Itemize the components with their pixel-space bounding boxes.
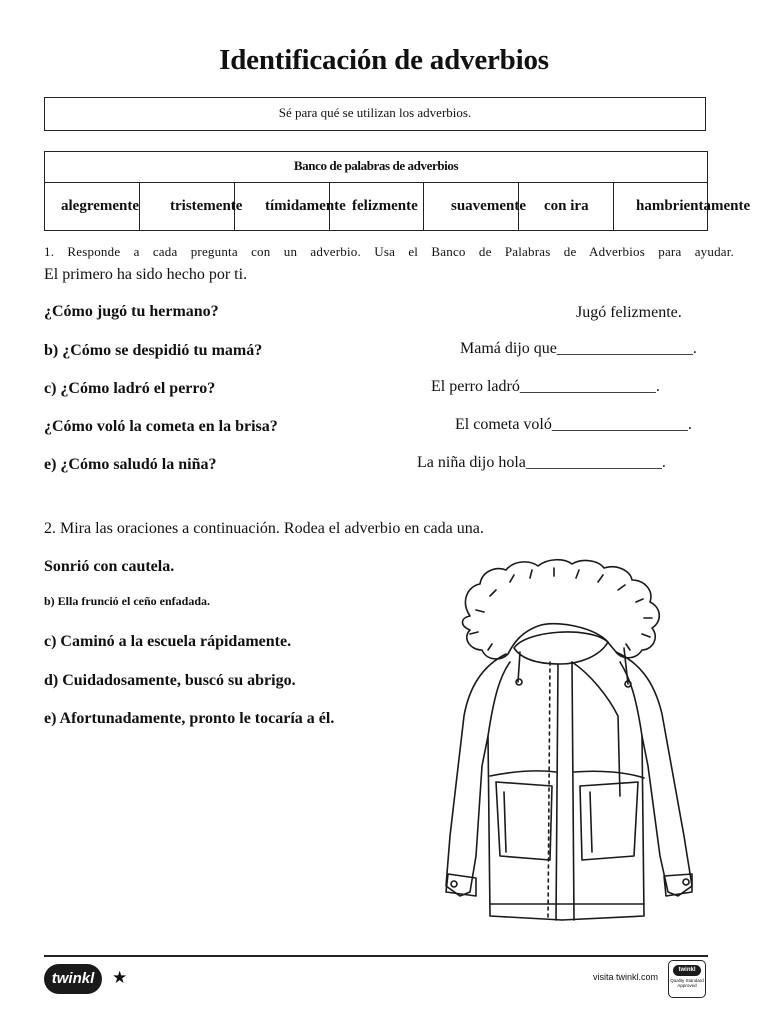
answer-line: La niña dijo hola_________________. xyxy=(417,454,666,471)
section1-instruction-continued: El primero ha sido hecho por ti. xyxy=(44,266,248,283)
word-bank-word: tristemente xyxy=(170,198,243,214)
word-bank-title: Banco de palabras de adverbios xyxy=(45,152,707,183)
twinkl-logo: twinkl xyxy=(44,964,102,994)
word-bank-word: felizmente xyxy=(352,198,418,214)
coat-illustration xyxy=(430,556,720,928)
section1-instruction: 1. Responde a cada pregunta con un adverbio. Usa el Banco de Palabras de Adverbios para ayudar. xyxy=(44,244,734,259)
sentence: d) Cuidadosamente, buscó su abrigo. xyxy=(44,672,296,689)
question: ¿Cómo jugó tu hermano? xyxy=(44,303,219,320)
answer-line: El cometa voló_________________. xyxy=(455,416,692,433)
question: c) ¿Cómo ladró el perro? xyxy=(44,380,216,397)
footer-divider xyxy=(44,955,708,957)
page-title: Identificación de adverbios xyxy=(219,44,549,76)
sentence: e) Afortunadamente, pronto le tocaría a él. xyxy=(44,710,335,727)
badge-text: Quality Standard Approved xyxy=(670,978,704,988)
sentence: c) Caminó a la escuela rápidamente. xyxy=(44,633,292,650)
question: ¿Cómo voló la cometa en la brisa? xyxy=(44,418,278,435)
sentence: b) Ella frunció el ceño enfadada. xyxy=(44,594,211,608)
sentence: Sonrió con cautela. xyxy=(44,558,175,575)
section2-instruction: 2. Mira las oraciones a continuación. Rodea el adverbio en cada una. xyxy=(44,520,484,537)
word-bank-word: con ira xyxy=(544,198,589,214)
question: b) ¿Cómo se despidió tu mamá? xyxy=(44,342,263,359)
word-bank-word: tímidamente xyxy=(265,198,346,214)
answer-line: Mamá dijo que_________________. xyxy=(460,340,697,357)
star-icon: ★ xyxy=(112,968,128,988)
question: e) ¿Cómo saludó la niña? xyxy=(44,456,217,473)
visit-link-text: visita twinkl.com xyxy=(593,972,659,982)
answer-line: El perro ladró_________________. xyxy=(431,378,660,395)
word-bank-word: alegremente xyxy=(61,198,140,214)
learning-objective: Sé para qué se utilizan los adverbios. xyxy=(44,97,706,131)
word-bank-word: hambrientamente xyxy=(636,198,751,214)
word-bank-table xyxy=(44,151,708,231)
quality-badge xyxy=(668,960,706,998)
badge-logo: twinkl xyxy=(673,965,701,976)
word-bank-word: suavemente xyxy=(451,198,526,214)
answer-example: Jugó felizmente. xyxy=(576,304,682,321)
